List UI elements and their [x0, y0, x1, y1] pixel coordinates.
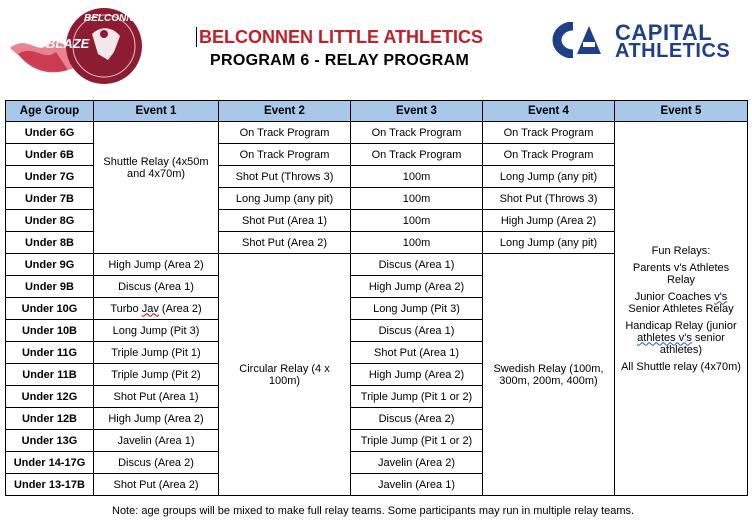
event1-cell: Shot Put (Area 2): [94, 474, 219, 496]
event3-cell: Javelin (Area 2): [351, 452, 483, 474]
page-subtitle: PROGRAM 6 - RELAY PROGRAM: [210, 52, 470, 69]
col-header-event-1: Event 1: [94, 101, 219, 122]
event3-cell: High Jump (Area 2): [351, 364, 483, 386]
col-header-event-5: Event 5: [615, 101, 748, 122]
logo-athletics-text: ATHLETICS: [615, 40, 731, 62]
table-row: [6, 122, 748, 144]
fun-relay-item-part: v's: [714, 290, 728, 303]
table-header-row: [6, 101, 748, 122]
event4-swedish-relay-cell: Swedish Relay (100m, 300m, 200m, 400m): [483, 254, 615, 496]
col-header-event-3: Event 3: [351, 101, 483, 122]
fun-relay-item-part: Handicap Relay (junior: [625, 319, 737, 332]
fun-relay-item: Parents v's Athletes Relay: [632, 261, 730, 286]
event3-cell: 100m: [351, 166, 483, 188]
age-group-cell: Under 10G: [6, 298, 94, 320]
event2-cell: Shot Put (Throws 3): [219, 166, 351, 188]
age-group-cell: Under 8B: [6, 232, 94, 254]
age-group-cell: Under 6G: [6, 122, 94, 144]
fun-relay-item-part: Senior Athletes Relay: [628, 302, 734, 315]
age-group-cell: Under 8G: [6, 210, 94, 232]
event5-fun-relays-cell: [615, 122, 748, 496]
event3-cell: Shot Put (Area 1): [351, 342, 483, 364]
age-group-cell: Under 7B: [6, 188, 94, 210]
age-group-cell: Under 11G: [6, 342, 94, 364]
fun-relay-item: [619, 320, 743, 356]
event3-cell: High Jump (Area 2): [351, 276, 483, 298]
age-group-cell: Under 13-17B: [6, 474, 94, 496]
age-group-cell: Under 9B: [6, 276, 94, 298]
event1-cell: Triple Jump (Pit 2): [94, 364, 219, 386]
event4-cell: Shot Put (Throws 3): [483, 188, 615, 210]
footer-note: Note: age groups will be mixed to make full relay teams. Some participants may run in multiple relay teams.: [112, 505, 635, 517]
event4-cell: Long Jump (any pit): [483, 232, 615, 254]
event4-cell: On Track Program: [483, 144, 615, 166]
page-title: BELCONNEN LITTLE ATHLETICS: [196, 27, 483, 47]
age-group-cell: Under 9G: [6, 254, 94, 276]
event1-cell-part: (Area 2): [158, 302, 202, 315]
col-header-age-group: Age Group: [6, 101, 94, 122]
event3-cell: Javelin (Area 1): [351, 474, 483, 496]
event1-cell: Javelin (Area 1): [94, 430, 219, 452]
age-group-cell: Under 14-17G: [6, 452, 94, 474]
age-group-cell: Under 7G: [6, 166, 94, 188]
event2-cell: Shot Put (Area 2): [219, 232, 351, 254]
event2-circular-relay-cell: Circular Relay (4 x 100m): [219, 254, 351, 496]
event3-cell: Long Jump (Pit 3): [351, 298, 483, 320]
event2-cell: On Track Program: [219, 122, 351, 144]
age-group-cell: Under 12B: [6, 408, 94, 430]
fun-relay-item-part: Junior Coaches: [634, 290, 715, 303]
fun-relay-item-part: senior athletes): [659, 331, 725, 356]
event1-cell: Shot Put (Area 1): [94, 386, 219, 408]
event3-cell: Discus (Area 2): [351, 408, 483, 430]
event1-shuttle-relay-cell: Shuttle Relay (4x50m and 4x70m): [94, 122, 219, 254]
event3-cell: Discus (Area 1): [351, 254, 483, 276]
fun-relay-item: [619, 291, 743, 315]
logo-blaze-text: BLAZE: [46, 36, 90, 51]
capital-athletics-logo: [543, 22, 743, 62]
event1-cell: High Jump (Area 2): [94, 408, 219, 430]
event1-cell: [94, 298, 219, 320]
event3-cell: On Track Program: [351, 144, 483, 166]
event1-cell: Long Jump (Pit 3): [94, 320, 219, 342]
age-group-cell: Under 11B: [6, 364, 94, 386]
relay-program-table: [5, 100, 748, 496]
event3-cell: Triple Jump (Pit 1 or 2): [351, 430, 483, 452]
event2-cell: Long Jump (any pit): [219, 188, 351, 210]
logo-name-text: BELCONNEN: [84, 13, 148, 24]
event2-cell: On Track Program: [219, 144, 351, 166]
event3-cell: Triple Jump (Pit 1 or 2): [351, 386, 483, 408]
fun-relay-item-part: athletes v's: [637, 331, 692, 344]
belconnen-blaze-logo: [8, 4, 148, 86]
fun-relays-heading: Fun Relays:: [651, 244, 711, 257]
capital-athletics-emblem-icon: [543, 22, 609, 58]
event2-cell: Shot Put (Area 1): [219, 210, 351, 232]
event1-cell: Discus (Area 1): [94, 276, 219, 298]
logo-capital-text: CAPITAL: [615, 20, 713, 45]
event3-cell: On Track Program: [351, 122, 483, 144]
event4-cell: Long Jump (any pit): [483, 166, 615, 188]
event4-cell: On Track Program: [483, 122, 615, 144]
col-header-event-2: Event 2: [219, 101, 351, 122]
event1-cell: Discus (Area 2): [94, 452, 219, 474]
event3-cell: 100m: [351, 232, 483, 254]
age-group-cell: Under 6B: [6, 144, 94, 166]
event1-cell-part: Jav: [141, 302, 159, 315]
col-header-event-4: Event 4: [483, 101, 615, 122]
age-group-cell: Under 12G: [6, 386, 94, 408]
event3-cell: Discus (Area 1): [351, 320, 483, 342]
event1-cell-part: Turbo: [110, 302, 142, 315]
event3-cell: 100m: [351, 210, 483, 232]
event3-cell: 100m: [351, 188, 483, 210]
age-group-cell: Under 10B: [6, 320, 94, 342]
event1-cell: Triple Jump (Pit 1): [94, 342, 219, 364]
fun-relay-item: All Shuttle relay (4x70m): [621, 360, 741, 373]
event4-cell: High Jump (Area 2): [483, 210, 615, 232]
age-group-cell: Under 13G: [6, 430, 94, 452]
event1-cell: High Jump (Area 2): [94, 254, 219, 276]
